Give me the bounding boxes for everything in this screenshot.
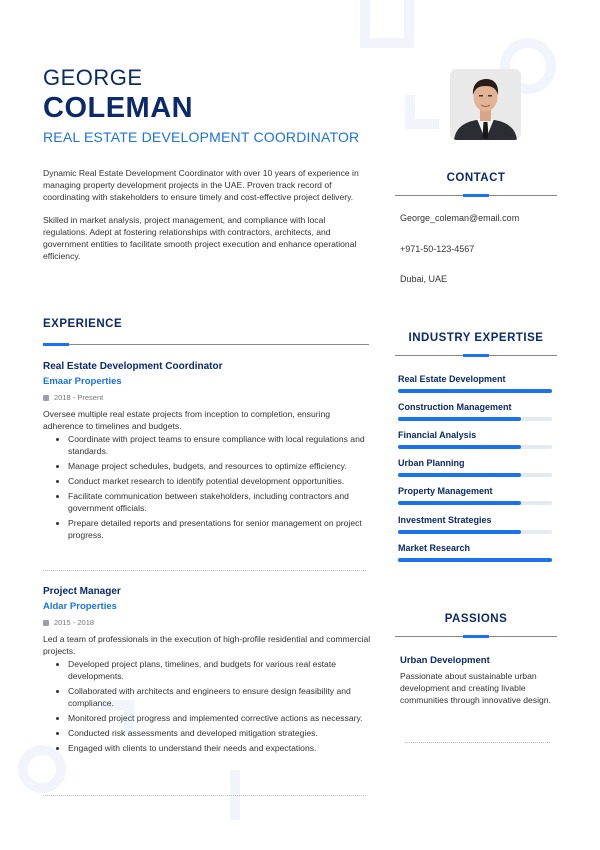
expertise-name: Urban Planning xyxy=(398,458,465,468)
section-divider xyxy=(395,191,557,201)
expertise-bar-fill xyxy=(398,473,521,477)
expertise-item xyxy=(398,515,552,534)
expertise-bar-fill xyxy=(398,530,521,534)
expertise-bar xyxy=(398,417,552,421)
expertise-item xyxy=(398,402,552,421)
job-description: Oversee multiple real estate projects from inception to completion, ensuring adherence to timelines and budgets. xyxy=(43,409,331,431)
passion-name: Urban Development xyxy=(400,655,490,666)
expertise-bar xyxy=(398,473,552,477)
profile-photo-image xyxy=(450,69,521,140)
experience-title: EXPERIENCE xyxy=(43,318,123,330)
first-name: GEORGE xyxy=(43,65,143,90)
expertise-name: Financial Analysis xyxy=(398,430,477,440)
expertise-name: Property Management xyxy=(398,486,493,496)
expertise-bar xyxy=(398,530,552,534)
job-bullet: • Collaborated with architects and engineers to ensure design feasibility and compliance. xyxy=(68,685,373,709)
contact-phone[interactable]: +971-50-123-4567 xyxy=(400,244,475,254)
job-role: Project Manager xyxy=(43,586,121,597)
job-bullet: • Engaged with clients to understand their needs and expectations. xyxy=(68,742,373,754)
job-title: REAL ESTATE DEVELOPMENT COORDINATOR xyxy=(43,129,360,145)
expertise-bar xyxy=(398,558,552,562)
expertise-bar xyxy=(398,389,552,393)
job-description: Led a team of professionals in the execution of high-profile residential and commercial projects. xyxy=(43,634,371,656)
contact-email[interactable]: George_coleman@email.com xyxy=(400,213,520,223)
expertise-bar-fill xyxy=(398,501,521,505)
job-bullet: • Conducted risk assessments and developed mitigation strategies. xyxy=(68,727,373,739)
job-bullet: • Manage project schedules, budgets, and resources to optimize efficiency. xyxy=(68,460,373,472)
item-separator xyxy=(43,570,366,571)
job-date-text: 2018 - Present xyxy=(54,393,104,402)
section-divider xyxy=(43,334,369,346)
experience-section-header xyxy=(43,318,369,346)
profile-summary xyxy=(43,167,361,273)
item-separator xyxy=(405,742,550,743)
expertise-item xyxy=(398,458,552,477)
summary-paragraph: Dynamic Real Estate Development Coordinator with over 10 years of experience in managing property development projects in the UAE. Proven track record of coordinating with stakeholders to ensure timely and cost-effective project delivery. xyxy=(43,168,359,202)
expertise-bar-fill xyxy=(398,558,552,562)
experience-item xyxy=(43,361,373,544)
expertise-bar-fill xyxy=(398,389,552,393)
expertise-item xyxy=(398,374,552,393)
expertise-name: Investment Strategies xyxy=(398,515,492,525)
section-divider xyxy=(395,351,557,361)
decorative-shape xyxy=(405,95,439,129)
job-bullet: • Facilitate communication between stakeholders, including contractors and government officials. xyxy=(68,490,373,514)
expertise-name: Construction Management xyxy=(398,402,512,412)
passion-item xyxy=(400,655,555,706)
job-bullets xyxy=(43,658,373,754)
summary-paragraph: Skilled in market analysis, project management, and compliance with local regulations. Adept at fostering relationships with contractors, architects, and government entities to facilitate smooth project execution and enhance operational efficiency. xyxy=(43,215,357,261)
profile-photo xyxy=(450,69,521,140)
contact-section-header xyxy=(395,172,557,201)
expertise-title: INDUSTRY EXPERTISE xyxy=(408,332,544,344)
item-separator xyxy=(43,795,366,796)
contact-location: Dubai, UAE xyxy=(400,274,448,284)
expertise-item xyxy=(398,430,552,449)
expertise-bar-fill xyxy=(398,445,521,449)
job-bullet: • Coordinate with project teams to ensure compliance with local regulations and standards. xyxy=(68,433,373,457)
expertise-name: Market Research xyxy=(398,543,471,553)
job-role: Real Estate Development Coordinator xyxy=(43,361,223,372)
calendar-icon xyxy=(43,620,49,626)
last-name: COLEMAN xyxy=(43,92,194,124)
calendar-icon xyxy=(43,395,49,401)
job-bullet: • Monitored project progress and implemented corrective actions as necessary. xyxy=(68,712,373,724)
expertise-bar xyxy=(398,501,552,505)
passion-description: Passionate about sustainable urban development and creating livable communities through innovative design. xyxy=(400,671,551,705)
contact-title: CONTACT xyxy=(446,172,506,184)
job-date xyxy=(43,618,373,627)
expertise-name: Real Estate Development xyxy=(398,374,506,384)
passions-section-header xyxy=(395,613,557,642)
expertise-item xyxy=(398,543,552,562)
job-date-text: 2015 - 2018 xyxy=(54,618,95,627)
expertise-item xyxy=(398,486,552,505)
resume-header xyxy=(43,66,359,146)
job-company: Aldar Properties xyxy=(43,601,117,612)
job-bullet: • Prepare detailed reports and presentations for senior management on project progress. xyxy=(68,517,373,541)
passions-title: PASSIONS xyxy=(444,613,508,625)
job-company: Emaar Properties xyxy=(43,376,122,387)
decorative-shape xyxy=(360,0,414,48)
job-bullet: • Conduct market research to identify potential development opportunities. xyxy=(68,475,373,487)
experience-item xyxy=(43,586,373,757)
expertise-section-header xyxy=(395,332,557,361)
job-bullet: • Developed project plans, timelines, and budgets for various real estate developments. xyxy=(68,658,373,682)
job-bullets xyxy=(43,433,373,541)
expertise-bar xyxy=(398,445,552,449)
job-date xyxy=(43,393,373,402)
expertise-bar-fill xyxy=(398,417,521,421)
section-divider xyxy=(395,632,557,642)
